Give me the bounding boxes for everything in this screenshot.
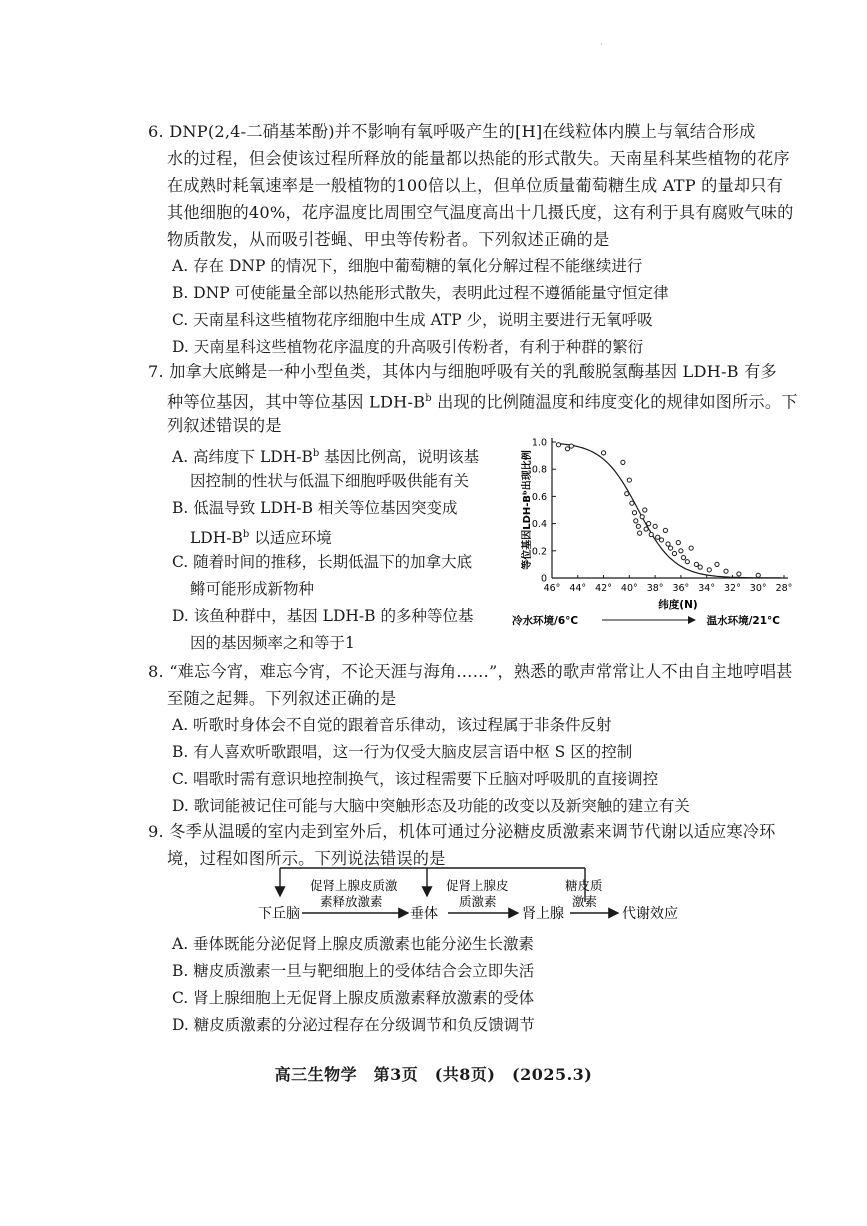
x-axis-label: 纬度(N) (658, 599, 698, 611)
data-point (685, 560, 689, 564)
data-point (663, 528, 667, 532)
data-point (737, 572, 741, 576)
data-point (644, 527, 648, 531)
scan-speck: · (600, 40, 603, 49)
x-tick-label: 30° (749, 583, 767, 594)
y-tick-label: 0.2 (531, 546, 547, 558)
data-point (681, 556, 685, 560)
q7-option-b-line-1: B. 低温导致 LDH-B 相关等位基因突变成 (172, 499, 458, 517)
node-pituitary: 垂体 (410, 906, 438, 922)
q8-option-a: A. 听歌时身体会不自觉的跟着音乐律动，该过程属于非条件反射 (172, 716, 612, 734)
label-acth-2: 质激素 (459, 894, 497, 909)
data-point (689, 546, 693, 550)
x-tick-label: 38° (646, 583, 664, 594)
data-point (621, 460, 625, 464)
y-axis-label: 等位基因LDH-Bᵇ出现比例 (522, 450, 533, 570)
q6-option-b: B. DNP 可使能量全部以热能形式散失，表明此过程不遵循能量守恒定律 (172, 284, 669, 302)
q8-option-b: B. 有人喜欢听歌跟唱，这一行为仅受大脑皮层言语中枢 S 区的控制 (172, 743, 633, 761)
label-crh-2: 素释放激素 (320, 894, 383, 909)
data-point (694, 562, 698, 566)
label-gc-1: 糖皮质 (565, 878, 603, 893)
q6-option-d: D. 天南星科这些植物花序温度的升高吸引传粉者，有利于种群的繁衍 (172, 338, 644, 356)
q9-option-a: A. 垂体既能分泌促肾上腺皮质激素也能分泌生长激素 (172, 935, 535, 953)
node-adrenal: 肾上腺 (522, 906, 564, 922)
ldh-b-scatter-chart (510, 428, 800, 628)
data-point (627, 478, 631, 482)
node-hypothalamus: 下丘脑 (258, 906, 300, 922)
data-point (672, 551, 676, 555)
q9-option-c: C. 肾上腺细胞上无促肾上腺皮质激素释放激素的受体 (172, 989, 535, 1007)
x-tick-label: 40° (620, 583, 638, 594)
label-acth-1: 促肾上腺皮 (446, 878, 509, 893)
q9-option-d: D. 糖皮质激素的分泌过程存在分级调节和负反馈调节 (172, 1016, 535, 1034)
data-point (707, 568, 711, 572)
x-tick-label: 46° (543, 583, 561, 594)
q6-stem-line-5: 物质散发，从而吸引苍蝇、甲虫等传粉者。下列叙述正确的是 (167, 230, 610, 249)
y-tick-label: 0.8 (531, 464, 547, 476)
data-point (632, 511, 636, 515)
data-point (601, 451, 605, 455)
x-left-note: 冷水环境/6°C (512, 615, 579, 627)
q6-stem-line-2: 水的过程，但会使该过程所释放的能量都以热能的形式散失。天南星科某些植物的花序 (167, 149, 790, 168)
q7-stem-line-1: 7. 加拿大底鳉是一种小型鱼类，其体内与细胞呼吸有关的乳酸脱氢酶基因 LDH-B 有多 (148, 362, 777, 381)
q8-stem-line-2: 至随之起舞。下列叙述正确的是 (167, 689, 397, 708)
data-point (565, 447, 569, 451)
data-point (715, 562, 719, 566)
x-tick-label: 44° (569, 583, 587, 594)
q7-option-a-line-1: A. 高纬度下 LDH-$B^b$ 基因比例高，说明该基 (172, 448, 480, 467)
data-point (630, 501, 634, 505)
data-point (676, 541, 680, 545)
x-tick-label: 42° (595, 583, 612, 594)
q8-option-d: D. 歌词能被记住可能与大脑中突触形态及功能的改变以及新突触的建立有关 (172, 797, 690, 815)
page-footer: 高三生物学 第3页 (共8页) (2025.3) (274, 1065, 593, 1084)
data-point (724, 569, 728, 573)
q6-stem-line-4: 其他细胞的40%，花序温度比周围空气温度高出十几摄氏度，这有利于具有腐败气味的 (167, 203, 794, 222)
q6-stem-line-3: 在成熟时耗氧速率是一般植物的100倍以上，但单位质量葡萄糖生成 ATP 的量却只有 (167, 176, 784, 195)
data-point (668, 546, 672, 550)
q7-option-c-line-2: 鳉可能形成新物种 (190, 580, 315, 598)
q6-option-a: A. 存在 DNP 的情况下，细胞中葡萄糖的氧化分解过程不能继续进行 (172, 257, 643, 275)
data-point (679, 549, 683, 553)
q7-stem-line-2: 种等位基因，其中等位基因 LDH-$B^b$ 出现的比例随温度和纬度变化的规律如图所示。下 (167, 392, 798, 412)
q9-stem-line-1: 9. 冬季从温暖的室内走到室外后，机体可通过分泌糖皮质激素来调节代谢以适应寒冷环 (148, 822, 776, 841)
x-tick-label: 36° (672, 583, 690, 594)
data-point (569, 444, 573, 448)
x-tick-label: 32° (724, 583, 741, 594)
q6-option-c: C. 天南星科这些植物花序细胞中生成 ATP 少，说明主要进行无氧呼吸 (172, 311, 653, 329)
y-tick-label: 1.0 (531, 437, 547, 449)
data-point (756, 573, 760, 577)
data-point (556, 443, 560, 447)
data-point (625, 492, 629, 496)
x-right-note: 温水环境/21°C (706, 615, 780, 627)
data-point (638, 531, 642, 535)
q7-option-a-line-2: 因控制的性状与低温下细胞呼吸供能有关 (190, 472, 470, 490)
x-tick-label: 28° (775, 583, 793, 594)
data-point (666, 542, 670, 546)
q6-stem-line-1: 6. DNP(2,4-二硝基苯酚)并不影响有氧呼吸产生的[H]在线粒体内膜上与氧结合形成 (148, 122, 756, 141)
q7-option-b-line-2: LDH-$B^b$ 以适应环境 (190, 529, 332, 548)
node-metabolic-effect: 代谢效应 (622, 906, 678, 922)
fit-curve (557, 444, 781, 579)
q7-option-d-line-2: 因的基因频率之和等于1 (190, 634, 355, 652)
q9-stem-line-2: 境，过程如图所示。下列说法错误的是 (167, 849, 446, 868)
y-tick-label: 0.4 (531, 519, 547, 531)
q7-option-d-line-1: D. 该鱼种群中，基因 LDH-B 的多种等位基 (172, 607, 474, 625)
data-point (656, 535, 660, 539)
q7-stem-line-3: 列叙述错误的是 (167, 416, 282, 435)
q7-option-c-line-1: C. 随着时间的推移，长期低温下的加拿大底 (172, 553, 473, 571)
data-point (640, 515, 644, 519)
data-point (634, 519, 638, 523)
label-crh-1: 促肾上腺皮质激 (310, 878, 398, 893)
y-tick-label: 0.6 (531, 491, 547, 503)
data-point (636, 524, 640, 528)
x-note-arrow-head (688, 616, 696, 624)
y-tick-label: 0 (540, 573, 547, 585)
data-point (643, 508, 647, 512)
data-point (659, 538, 663, 542)
data-point (647, 522, 651, 526)
data-point (698, 565, 702, 569)
q8-option-c: C. 唱歌时需有意识地控制换气，该过程需要下丘脑对呼吸肌的直接调控 (172, 770, 659, 788)
data-point (649, 532, 653, 536)
data-point (653, 524, 657, 528)
q8-stem-line-1: 8. “难忘今宵，难忘今宵，不论天涯与海角……”，熟悉的歌声常常让人不由自主地哼唱甚 (148, 662, 793, 681)
label-gc-2: 激素 (572, 894, 598, 909)
hormone-axis-diagram (240, 860, 700, 932)
q9-option-b: B. 糖皮质激素一旦与靶细胞上的受体结合会立即失活 (172, 962, 535, 980)
x-tick-label: 34° (698, 583, 716, 594)
